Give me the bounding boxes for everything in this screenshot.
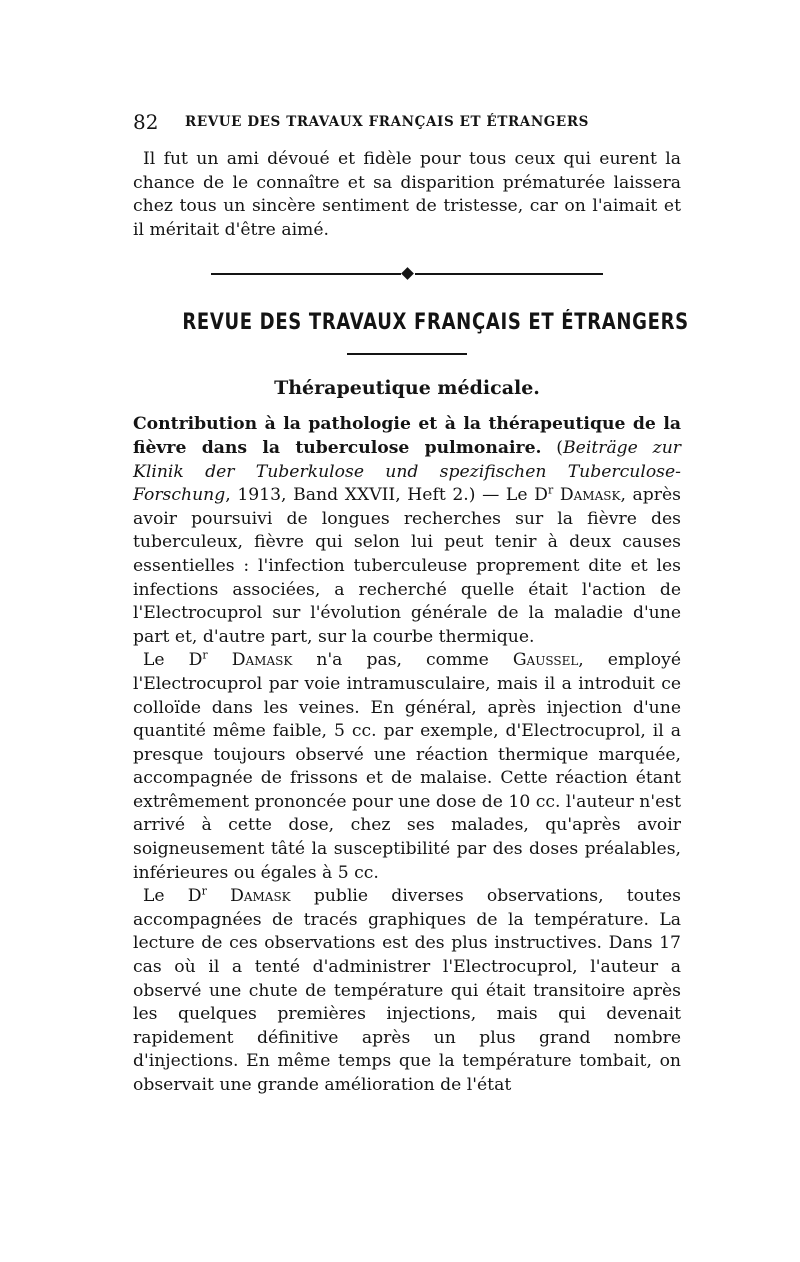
entry-paragraph (133, 413, 681, 649)
entry-text: , après avoir poursuivi de longues recherches sur la fièvre des tuberculeux, fièvre qui selon lui peut tenir à deux causes essentielles : l'infection tuberculeuse proprement dite et les infections associées, a recherché quelle était l'action de l'Electrocuprol sur l'évolution générale de la maladie d'une part et, d'autre part, sur la courbe thermique. (133, 485, 681, 647)
cited-author-name: Gaussel (512, 650, 579, 671)
entry-title: Contribution à la pathologie et à la thérapeutique de la fièvre dans la tuberculose pulmonaire. (133, 414, 681, 458)
diamond-ornament-icon (401, 268, 414, 281)
p2-mid: n'a pas, comme (292, 650, 513, 671)
paragraph-2 (133, 649, 681, 885)
p3-text: publie diverses observations, toutes accompagnées de tracés graphiques de la température. La lecture de ces observations est des plus instructives. Dans 17 cas où il a tenté d'administrer l'Electrocuprol, l'auteur a observé une chute de température qui était transitoire après les quelques premières injections, mais qui devenait rapidement définitive après un plus grand nombre d'injections. En même temps que la température tombait, on observait une grande amélioration de l'état (133, 886, 681, 1095)
reference-journal: Beiträge zur Klinik der Tuberkulose und spezifischen Tuberculose-Forschung (133, 437, 681, 506)
divider-line-right (415, 273, 603, 275)
subsection-title: Thérapeutique médicale. (274, 377, 540, 400)
paragraph-3 (133, 885, 681, 1097)
author-name: Damask (231, 650, 293, 671)
reference-open: ( (556, 437, 564, 458)
first-paragraph: Il fut un ami dévoué et fidèle pour tous ceux qui eurent la chance de le connaître et sa disparition prématurée laissera chez tous un sincère sentiment de tristesse, car on l'aimait et il méritait d'être aimé. (133, 149, 681, 240)
section-title: REVUE DES TRAVAUX FRANÇAIS ET ÉTRANGERS (182, 310, 689, 336)
p3-lead: Le D (143, 886, 202, 907)
ornamental-divider (211, 266, 603, 282)
p2-lead: Le D (143, 650, 203, 671)
page-number: 82 (133, 110, 159, 134)
reference-details: , 1913, Band XXVII, Heft 2.) (225, 485, 476, 506)
running-head (133, 110, 681, 134)
book-page (133, 110, 689, 1098)
section-rule (347, 353, 467, 355)
author-name: Damask (559, 485, 621, 506)
dr-superscript: r (202, 648, 208, 662)
p2-text: , employé l'Electrocuprol par voie intramusculaire, mais il a introduit ce colloïde dans les veines. En général, après injection d'une quantité même faible, 5 cc. par exemple, d'Electrocuprol, il a presque toujours observé une réaction thermique marquée, accompagnée de frissons et de malaise. Cette réaction étant extrêmement prononcée pour une dose de 10 cc. l'auteur n'est arrivé à cette dose, chez ses malades, qu'après avoir soigneusement tâté la susceptibilité par des doses préalables, inférieures ou égales à 5 cc. (133, 650, 682, 883)
author-name: Damask (230, 886, 291, 907)
dr-superscript: r (201, 884, 207, 898)
running-head-title: REVUE DES TRAVAUX FRANÇAIS ET ÉTRANGERS (185, 114, 589, 130)
entry-dash: — Le D (475, 485, 548, 506)
dr-superscript: r (547, 483, 554, 497)
divider-line-left (211, 273, 401, 275)
